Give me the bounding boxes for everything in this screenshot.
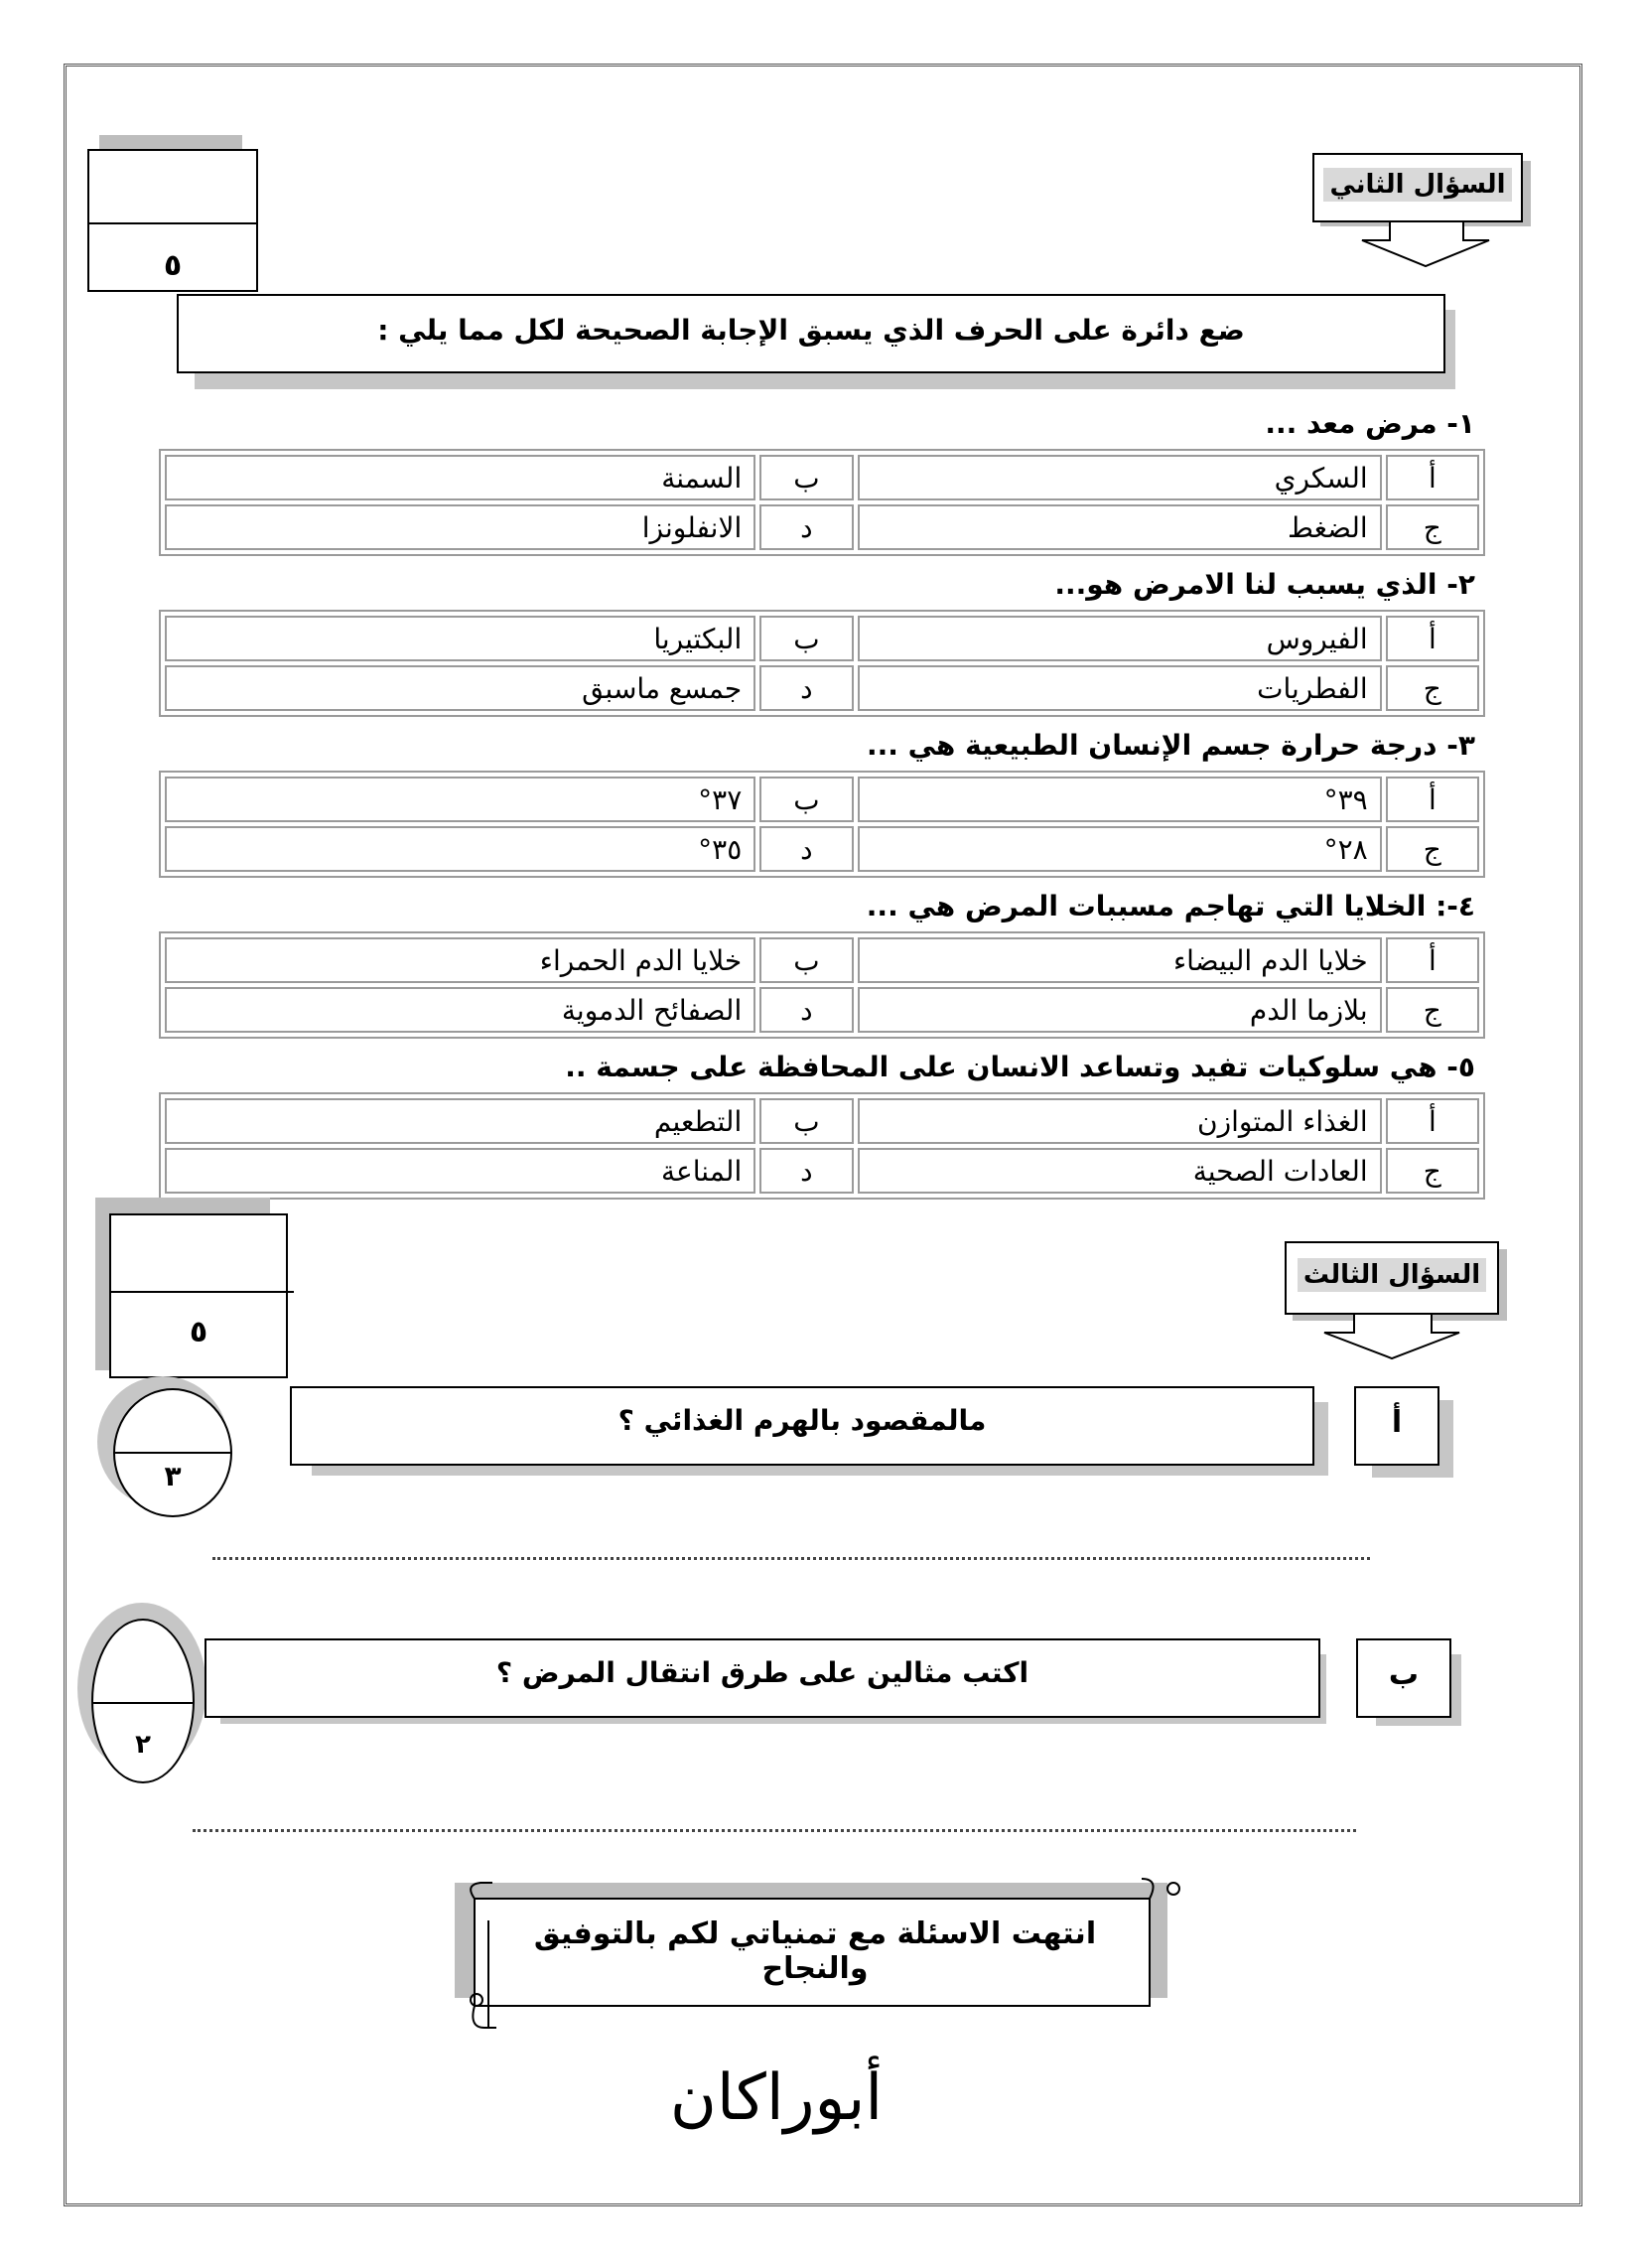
q2-header-arrow	[1360, 220, 1491, 270]
q2-score-box	[87, 149, 258, 292]
options-row	[165, 777, 1479, 822]
part-b-answer-line[interactable]	[193, 1829, 1356, 1832]
q2-options-5	[159, 1092, 1485, 1200]
option-letter[interactable]: أ	[1386, 937, 1479, 983]
option-answer[interactable]: الانفلونزا	[165, 504, 755, 550]
option-letter[interactable]: ج	[1386, 504, 1479, 550]
option-letter[interactable]: ج	[1386, 665, 1479, 711]
part-b-score-circle	[91, 1619, 195, 1783]
options-row	[165, 504, 1479, 550]
option-letter[interactable]: ب	[759, 1098, 853, 1144]
options-row	[165, 455, 1479, 500]
q2-header: السؤال الثاني	[1312, 153, 1523, 222]
option-letter[interactable]: ب	[759, 937, 853, 983]
option-answer[interactable]: السمنة	[165, 455, 755, 500]
option-answer[interactable]: الصفائح الدموية	[165, 987, 755, 1033]
option-answer[interactable]: خلايا الدم الحمراء	[165, 937, 755, 983]
options-row	[165, 616, 1479, 661]
options-row	[165, 826, 1479, 872]
q3-header-arrow	[1322, 1313, 1461, 1362]
option-letter[interactable]: أ	[1386, 455, 1479, 500]
q2-question-5: ٥- هي سلوكيات تفيد وتساعد الانسان على المحافظة على جسمة ..	[565, 1051, 1475, 1083]
q3-header: السؤال الثالث	[1285, 1241, 1499, 1315]
option-answer[interactable]: الضغط	[858, 504, 1382, 550]
option-letter[interactable]: أ	[1386, 1098, 1479, 1144]
q2-instruction: ضع دائرة على الحرف الذي يسبق الإجابة الصحيحة لكل مما يلي :	[177, 294, 1445, 373]
q2-options-1	[159, 449, 1485, 556]
option-answer[interactable]: ٣٥°	[165, 826, 755, 872]
option-letter[interactable]: د	[759, 504, 853, 550]
option-answer[interactable]: جمسع ماسبق	[165, 665, 755, 711]
q2-question-4: ٤-: الخلايا التي تهاجم مسببات المرض هي ...	[866, 890, 1475, 922]
q2-score-value: ٥	[163, 248, 183, 283]
option-letter[interactable]: أ	[1386, 777, 1479, 822]
option-letter[interactable]: ب	[759, 455, 853, 500]
option-answer[interactable]: خلايا الدم البيضاء	[858, 937, 1382, 983]
option-letter[interactable]: ب	[759, 616, 853, 661]
part-b-score-value: ٢	[135, 1730, 151, 1760]
closing-message: انتهت الاسئلة مع تمنياتي لكم بالتوفيق والنجاح	[533, 1916, 1097, 1986]
part-b-question: اكتب مثالين على طرق انتقال المرض ؟	[205, 1638, 1320, 1718]
part-b-letter: ب	[1356, 1638, 1451, 1718]
option-letter[interactable]: ب	[759, 777, 853, 822]
q2-options-2	[159, 610, 1485, 717]
q2-question-1: ١- مرض معد ...	[1265, 407, 1475, 440]
option-answer[interactable]: الفطريات	[858, 665, 1382, 711]
option-letter[interactable]: أ	[1386, 616, 1479, 661]
q3-score-box	[109, 1213, 288, 1378]
part-a-score-value: ٣	[164, 1460, 182, 1492]
option-letter[interactable]: د	[759, 987, 853, 1033]
option-answer[interactable]: المناعة	[165, 1148, 755, 1194]
option-answer[interactable]: العادات الصحية	[858, 1148, 1382, 1194]
option-letter[interactable]: د	[759, 1148, 853, 1194]
option-answer[interactable]: بلازما الدم	[858, 987, 1382, 1033]
q2-question-3: ٣- درجة حرارة جسم الإنسان الطبيعية هي ...	[866, 729, 1475, 762]
part-a-letter: أ	[1354, 1386, 1439, 1466]
option-letter[interactable]: ج	[1386, 987, 1479, 1033]
option-letter[interactable]: ج	[1386, 826, 1479, 872]
option-answer[interactable]: ٢٨°	[858, 826, 1382, 872]
part-a-answer-line[interactable]	[212, 1557, 1370, 1560]
options-row	[165, 1148, 1479, 1194]
option-letter[interactable]: د	[759, 826, 853, 872]
q3-score-value: ٥	[189, 1315, 208, 1349]
options-row	[165, 987, 1479, 1033]
option-answer[interactable]: البكتيريا	[165, 616, 755, 661]
part-a-question: مالمقصود بالهرم الغذائي ؟	[290, 1386, 1314, 1466]
q2-options-4	[159, 931, 1485, 1039]
q2-options-3	[159, 771, 1485, 878]
option-answer[interactable]: الغذاء المتوازن	[858, 1098, 1382, 1144]
options-row	[165, 665, 1479, 711]
option-letter[interactable]: د	[759, 665, 853, 711]
signature: أبوراكان	[669, 2061, 884, 2135]
option-answer[interactable]: التطعيم	[165, 1098, 755, 1144]
option-answer[interactable]: السكري	[858, 455, 1382, 500]
q2-question-2: ٢- الذي يسبب لنا الامرض هو...	[1054, 568, 1475, 601]
option-answer[interactable]: ٣٩°	[858, 777, 1382, 822]
option-answer[interactable]: ٣٧°	[165, 777, 755, 822]
part-a-score-circle	[113, 1388, 232, 1517]
option-answer[interactable]: الفيروس	[858, 616, 1382, 661]
options-row	[165, 937, 1479, 983]
option-letter[interactable]: ج	[1386, 1148, 1479, 1194]
options-row	[165, 1098, 1479, 1144]
